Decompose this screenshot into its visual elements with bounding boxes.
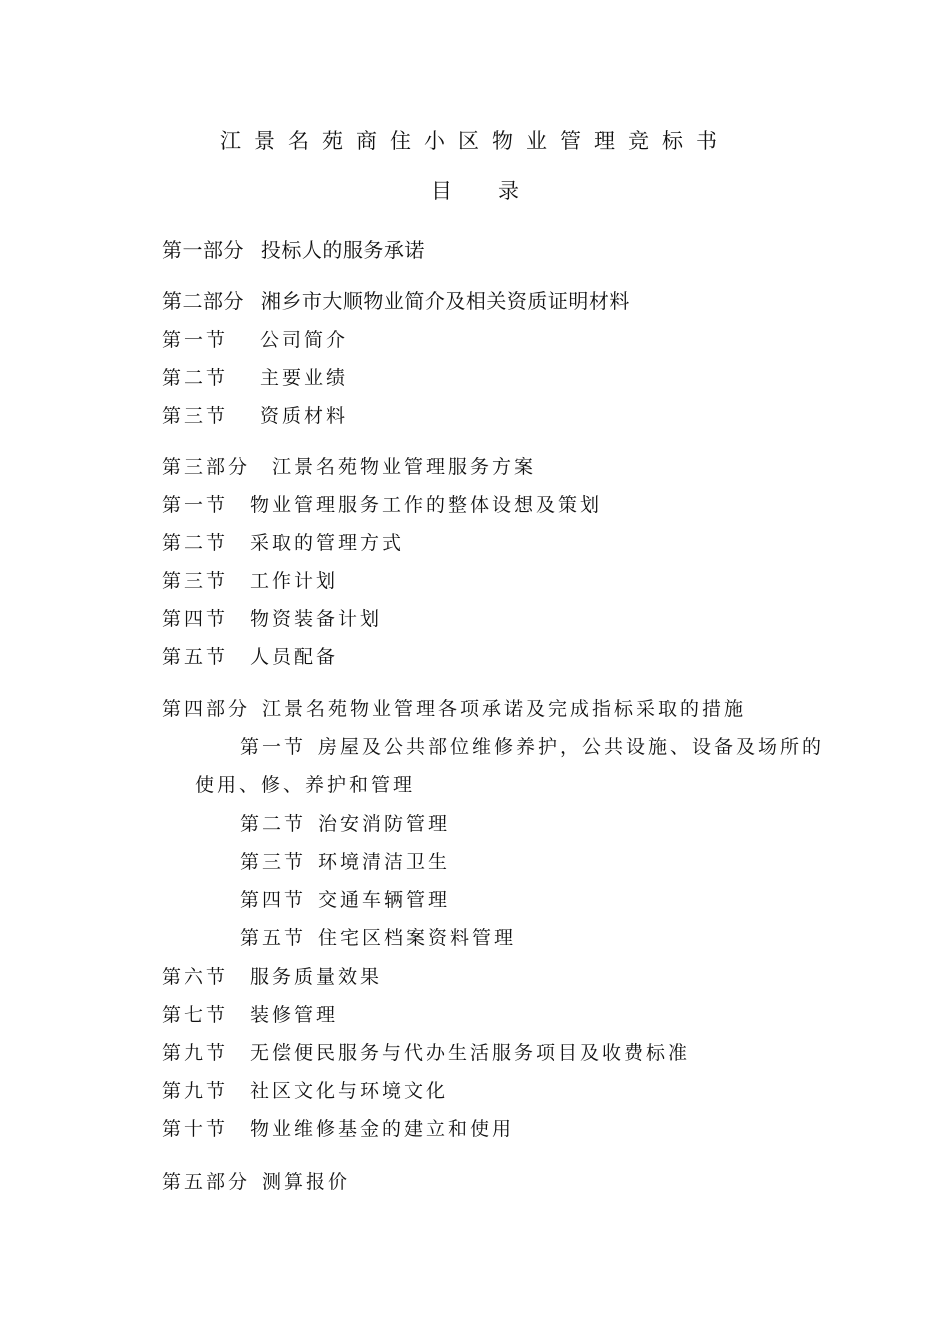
toc-entry-label: 第二部分 — [162, 289, 244, 313]
toc-entry-section — [162, 402, 348, 430]
toc-entry-text: 采取的管理方式 — [250, 532, 405, 554]
toc-entry-label: 第五节 — [240, 927, 307, 949]
toc-entry-section — [162, 963, 382, 991]
toc-entry-label: 第五节 — [162, 646, 229, 668]
toc-entry-label: 第五部分 — [162, 1171, 251, 1193]
toc-entry-section — [240, 810, 450, 838]
toc-entry-label: 第一节 — [162, 494, 229, 516]
toc-entry-text: 江景名苑物业管理服务方案 — [272, 456, 537, 478]
toc-entry-section — [162, 1039, 690, 1067]
toc-entry-text: 人员配备 — [250, 646, 339, 668]
toc-entry-text: 物业管理服务工作的整体设想及策划 — [250, 494, 603, 516]
toc-entry-text: 江景名苑物业管理各项承诺及完成指标采取的措施 — [262, 698, 747, 720]
toc-entry-section — [162, 643, 338, 671]
toc-entry-text: 湘乡市大顺物业简介及相关资质证明材料 — [260, 289, 630, 313]
toc-entry-text: 服务质量效果 — [250, 966, 383, 988]
toc-entry-text: 工作计划 — [250, 570, 339, 592]
toc-entry-part-4 — [162, 695, 746, 723]
toc-entry-text: 使用、修、养护和管理 — [195, 774, 416, 796]
toc-entry-label: 第三节 — [162, 570, 229, 592]
toc-entry-label: 第六节 — [162, 966, 229, 988]
toc-heading — [0, 176, 950, 206]
toc-entry-section — [162, 1077, 448, 1105]
toc-entry-part-1 — [162, 236, 425, 264]
toc-entry-text: 无偿便民服务与代办生活服务项目及收费标准 — [250, 1042, 691, 1064]
toc-entry-text: 物资装备计划 — [250, 608, 383, 630]
toc-entry-label: 第四节 — [162, 608, 229, 630]
toc-entry-section — [240, 733, 824, 761]
toc-entry-section — [240, 886, 450, 914]
toc-entry-section — [162, 605, 382, 633]
toc-entry-label: 第三节 — [162, 405, 229, 427]
toc-entry-text: 住宅区档案资料管理 — [318, 927, 517, 949]
toc-entry-text: 物业维修基金的建立和使用 — [250, 1118, 515, 1140]
toc-entry-section — [162, 364, 348, 392]
toc-entry-label: 第二节 — [162, 367, 229, 389]
toc-entry-label: 第九节 — [162, 1080, 229, 1102]
toc-entry-label: 第四节 — [240, 889, 307, 911]
toc-entry-label: 第一节 — [162, 329, 229, 351]
toc-heading-right: 录 — [498, 179, 519, 203]
toc-entry-text: 治安消防管理 — [318, 813, 451, 835]
toc-entry-label: 第二节 — [240, 813, 307, 835]
toc-entry-text: 装修管理 — [250, 1004, 339, 1026]
toc-entry-section — [240, 924, 516, 952]
toc-entry-part-3 — [162, 453, 536, 481]
toc-entry-label: 第四部分 — [162, 698, 251, 720]
toc-entry-section — [162, 1001, 338, 1029]
toc-entry-section — [162, 529, 404, 557]
toc-entry-text: 投标人的服务承诺 — [260, 238, 425, 262]
toc-entry-label: 第十节 — [162, 1118, 229, 1140]
toc-entry-text: 主要业绩 — [260, 367, 349, 389]
toc-entry-label: 第三部分 — [162, 456, 251, 478]
toc-entry-part-2 — [162, 287, 630, 315]
toc-entry-section — [162, 491, 602, 519]
toc-heading-left: 目 — [431, 179, 452, 203]
toc-entry-section — [162, 326, 348, 354]
toc-entry-label: 第三节 — [240, 851, 307, 873]
toc-entry-text: 环境清洁卫生 — [318, 851, 451, 873]
toc-entry-text: 社区文化与环境文化 — [250, 1080, 449, 1102]
toc-entry-text: 房屋及公共部位维修养护，公共设施、设备及场所的 — [318, 736, 825, 758]
toc-entry-label: 第九节 — [162, 1042, 229, 1064]
document-title: 江景名苑商住小区物业管理竞标书 — [220, 129, 730, 153]
toc-entry-label: 第一节 — [240, 736, 307, 758]
toc-entry-section — [162, 567, 338, 595]
toc-entry-label: 第七节 — [162, 1004, 229, 1026]
toc-entry-text: 测算报价 — [262, 1171, 351, 1193]
toc-entry-text: 交通车辆管理 — [318, 889, 451, 911]
toc-entry-part-5 — [162, 1168, 350, 1196]
toc-entry-section — [240, 848, 450, 876]
toc-entry-label: 第二节 — [162, 532, 229, 554]
toc-entry-continuation — [195, 771, 415, 799]
toc-entry-text: 资质材料 — [260, 405, 349, 427]
toc-entry-label: 第一部分 — [162, 238, 244, 262]
toc-entry-section — [162, 1115, 514, 1143]
toc-entry-text: 公司简介 — [260, 329, 349, 351]
